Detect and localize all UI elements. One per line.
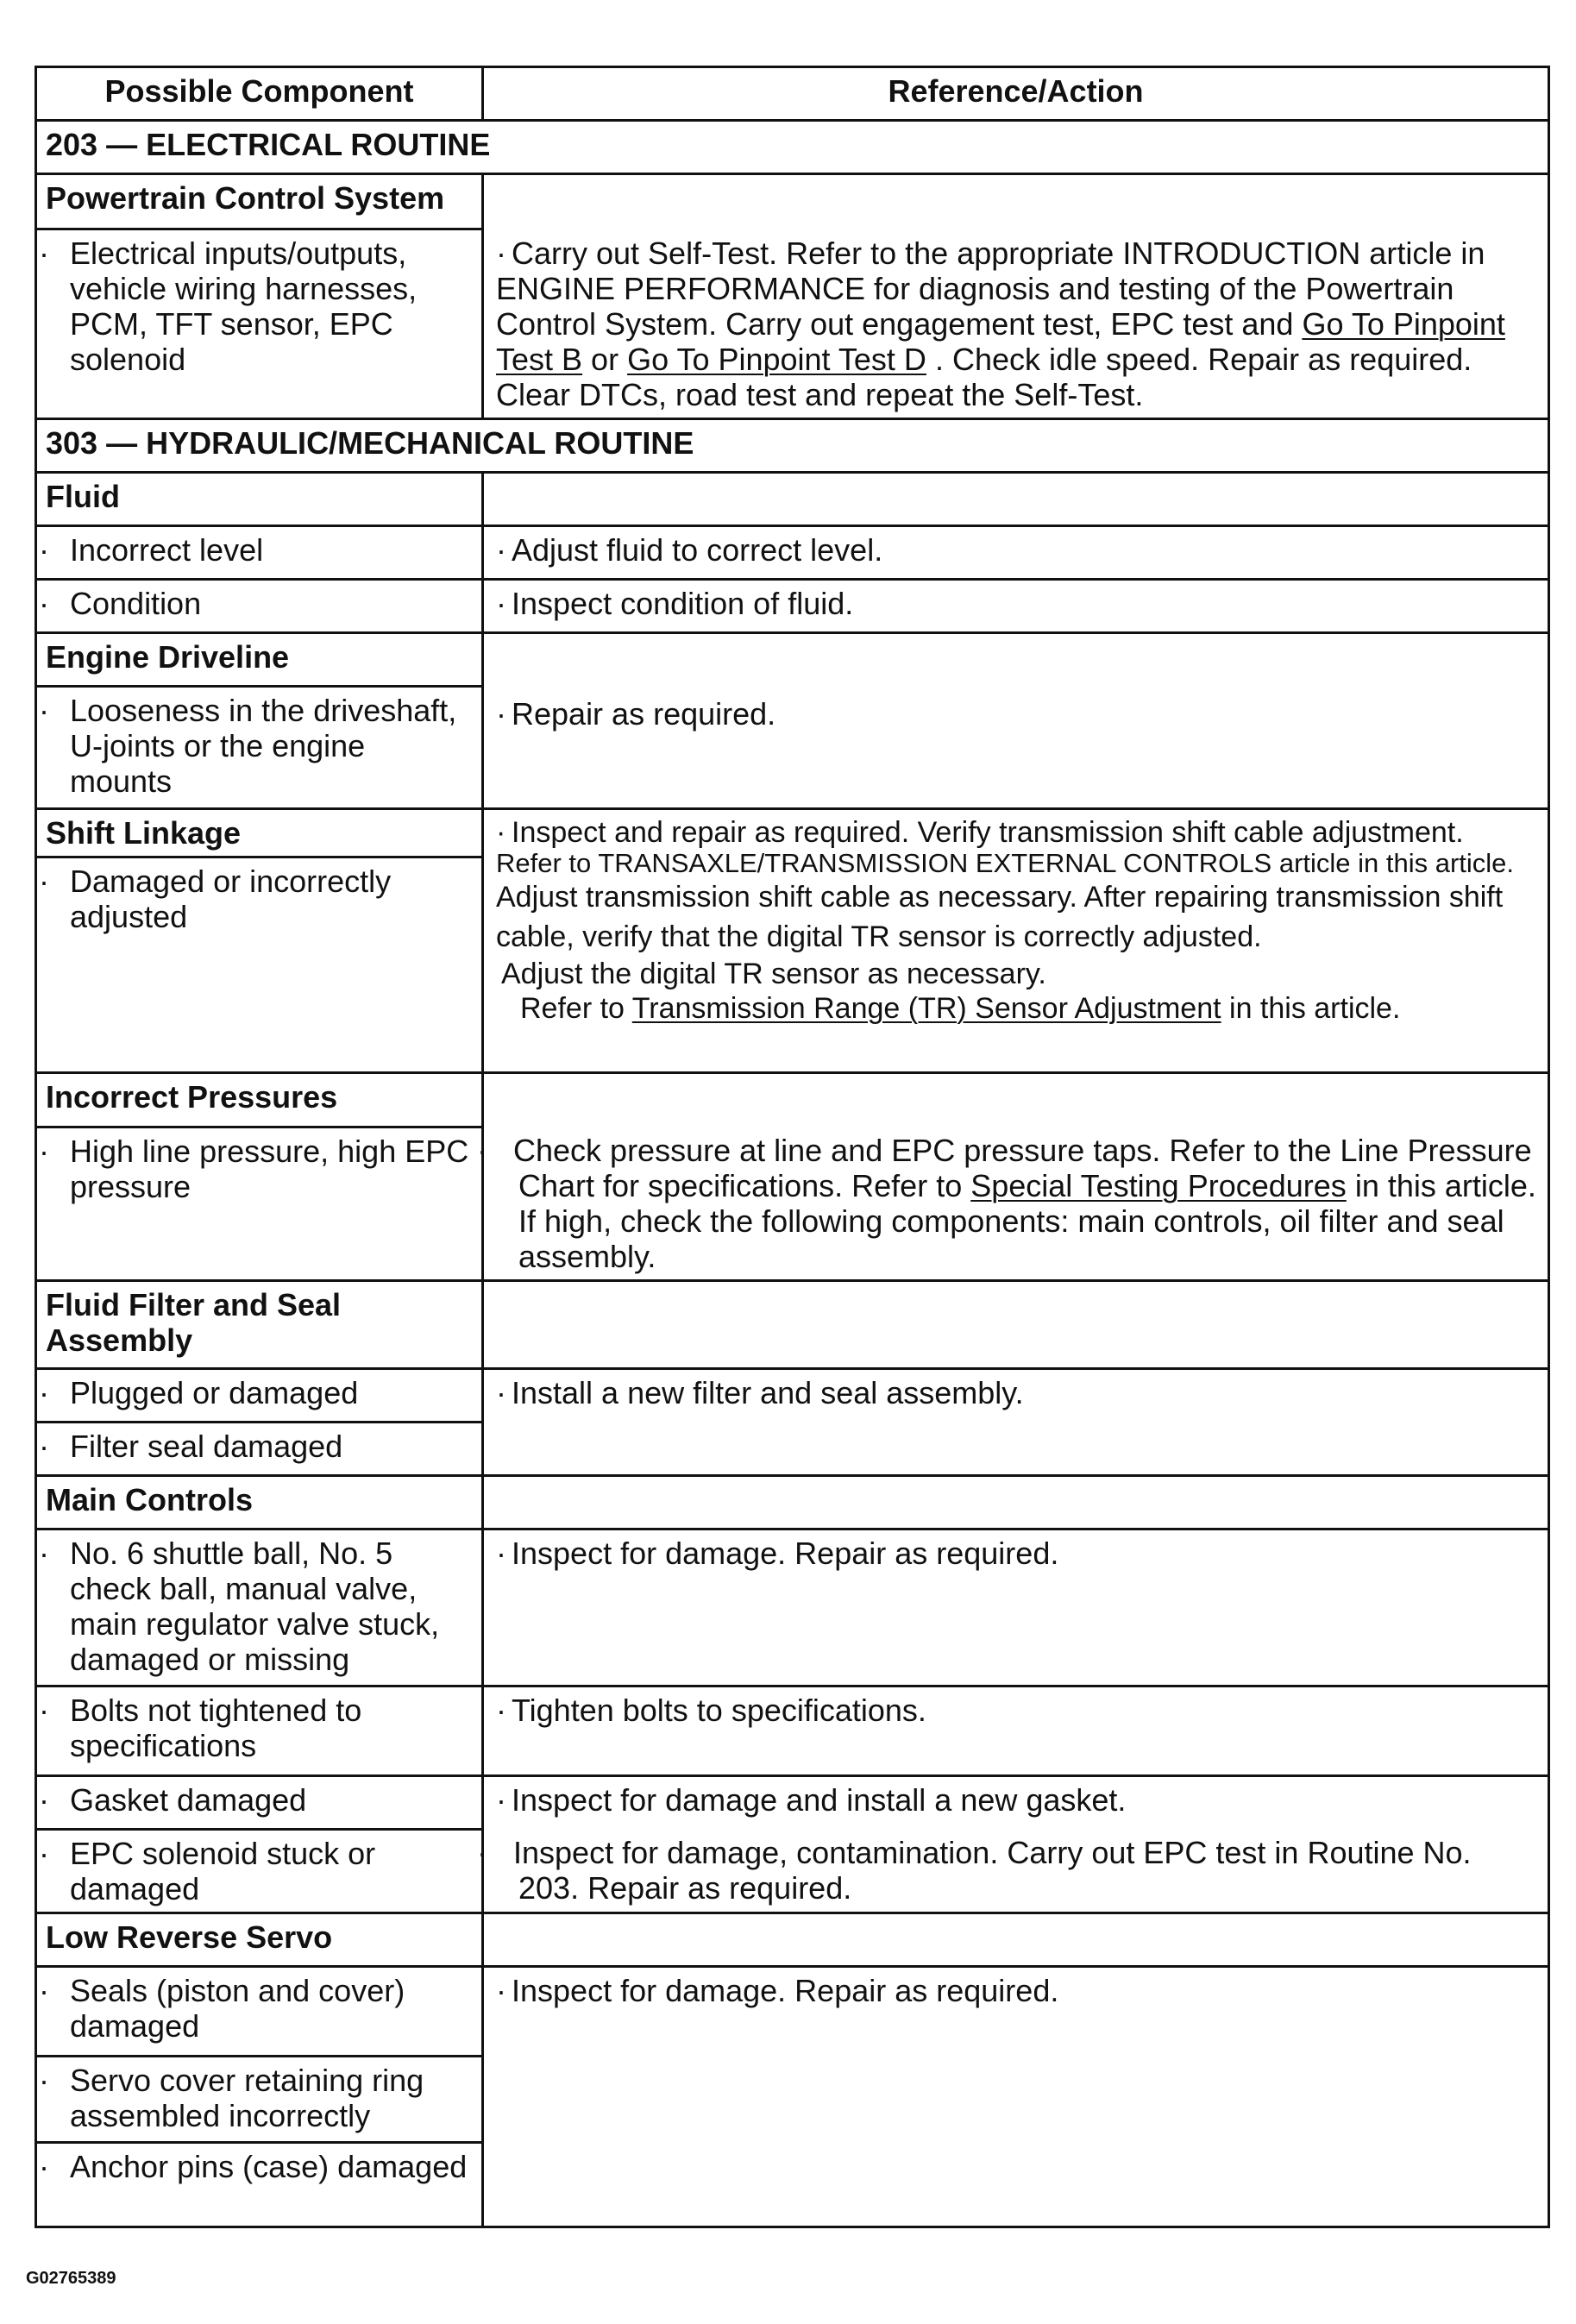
item-text: Incorrect level	[70, 532, 264, 568]
table-row	[36, 1476, 1549, 1529]
table-row	[36, 1776, 1549, 1830]
table-row	[36, 526, 1549, 580]
table-row	[36, 633, 1549, 687]
item-text: Condition	[70, 586, 202, 621]
ref-line	[496, 991, 1539, 1026]
diagnostic-table	[35, 66, 1550, 2228]
ref-incorrect-level	[483, 526, 1549, 580]
bullet-icon: ·	[39, 1836, 49, 1871]
item-text: Filter seal damaged	[70, 1429, 343, 1464]
item-gasket	[36, 1776, 483, 1830]
bullet-icon: ·	[496, 236, 506, 271]
item-damaged-adjusted	[36, 857, 483, 1073]
ref-plugged-damaged	[483, 1369, 1549, 1476]
table-row	[36, 1073, 1549, 1127]
table-row	[36, 580, 1549, 633]
table-row	[36, 1830, 1549, 1913]
ref-text: or	[582, 342, 628, 377]
bullet-icon: ·	[496, 1693, 506, 1728]
ref-line: Refer to TRANSAXLE/TRANSMISSION EXTERNAL CONTROLS article in this article.	[496, 848, 1515, 878]
bullet-icon: ·	[496, 1782, 506, 1818]
bullet-icon: ·	[477, 1834, 487, 1870]
ref-text: in this article.	[1221, 992, 1401, 1025]
item-text: No. 6 shuttle ball, No. 5 check ball, manual valve, main regulator valve stuck, damaged or missing	[70, 1536, 440, 1677]
group-shift-linkage: Shift Linkage	[36, 809, 483, 857]
group-low-reverse-servo: Low Reverse Servo	[36, 1913, 483, 1967]
item-text: Damaged or incorrectly adjusted	[70, 864, 392, 934]
ref-text: Check pressure at line and EPC pressure taps. Refer to the Line Pressure Chart for specifications. Refer to	[513, 1133, 1532, 1203]
bullet-icon: ·	[477, 1133, 487, 1168]
ref-text: Inspect for damage, contamination. Carry out EPC test in Routine No. 203. Repair as required.	[513, 1834, 1472, 1906]
group-fluid-filter: Fluid Filter and Seal Assembly	[36, 1281, 483, 1369]
link-pinpoint-test-b[interactable]: Go To Pinpoint Test B	[496, 306, 1505, 377]
item-condition	[36, 580, 483, 633]
group-fluid: Fluid	[36, 473, 483, 526]
bullet-icon: ·	[39, 1429, 49, 1464]
header-component: Possible Component	[36, 67, 483, 121]
ref-text: . Check idle speed. Repair as required. Clear DTCs, road test and repeat the Self-Test.	[496, 342, 1472, 412]
ref-empty	[483, 1476, 1549, 1529]
item-bolts	[36, 1686, 483, 1776]
bullet-icon: ·	[496, 816, 506, 849]
ref-empty	[483, 1281, 1549, 1369]
bullet-icon: ·	[39, 1693, 49, 1728]
ref-gasket	[483, 1776, 1549, 1830]
ref-text: Inspect for damage. Repair as required.	[512, 1536, 1059, 1571]
item-shuttle-ball	[36, 1529, 483, 1686]
routine-electrical-title: 203 — ELECTRICAL ROUTINE	[36, 121, 1549, 174]
bullet-icon: ·	[39, 1133, 49, 1169]
bullet-icon: ·	[496, 586, 506, 621]
item-text: Seals (piston and cover) damaged	[70, 1973, 405, 2044]
ref-text: Tighten bolts to specifications.	[512, 1693, 926, 1728]
item-seals	[36, 1967, 483, 2057]
table-row	[36, 1967, 1549, 2057]
item-retaining-ring	[36, 2057, 483, 2143]
group-engine-driveline: Engine Driveline	[36, 633, 483, 687]
link-tr-sensor-adjustment[interactable]: Transmission Range (TR) Sensor Adjustment	[631, 992, 1221, 1025]
ref-condition	[483, 580, 1549, 633]
ref-text: Install a new filter and seal assembly.	[512, 1375, 1024, 1410]
ref-text: Inspect and repair as required. Verify transmission shift cable adjustment.	[512, 816, 1464, 849]
routine-hydraulic-title: 303 — HYDRAULIC/MECHANICAL ROUTINE	[36, 419, 1549, 473]
bullet-icon: ·	[496, 1973, 506, 2008]
table-header-row	[36, 67, 1549, 121]
item-electrical-inputs	[36, 229, 483, 419]
group-main-controls: Main Controls	[36, 1476, 483, 1529]
ref-empty	[483, 1913, 1549, 1967]
bullet-icon: ·	[39, 1375, 49, 1410]
bullet-icon: ·	[496, 1536, 506, 1571]
ref-epc-solenoid	[477, 1830, 1549, 1913]
bullet-icon: ·	[39, 2063, 49, 2098]
ref-shift-linkage	[483, 809, 1549, 1073]
item-text: Anchor pins (case) damaged	[70, 2149, 468, 2184]
table-row	[36, 1281, 1549, 1369]
table-row	[36, 473, 1549, 526]
table-row	[36, 174, 1549, 229]
item-text: High line pressure, high EPC pressure	[70, 1133, 469, 1204]
item-text: Plugged or damaged	[70, 1375, 359, 1410]
bullet-icon: ·	[39, 864, 49, 899]
ref-text: in this article. If high, check the following components: main controls, oil filter and seal assembly.	[518, 1168, 1536, 1274]
ref-line: Adjust the digital TR sensor as necessary.	[501, 958, 1046, 990]
ref-engine-driveline	[483, 633, 1549, 809]
item-text: EPC solenoid stuck or damaged	[70, 1836, 376, 1906]
ref-text: Repair as required.	[512, 696, 776, 732]
ref-empty	[483, 473, 1549, 526]
bullet-icon: ·	[39, 236, 49, 272]
bullet-icon: ·	[39, 2149, 49, 2184]
table-row	[36, 809, 1549, 857]
routine-row-hydraulic	[36, 419, 1549, 473]
routine-row-electrical	[36, 121, 1549, 174]
table-row	[36, 1913, 1549, 1967]
bullet-icon: ·	[496, 696, 506, 732]
item-incorrect-level	[36, 526, 483, 580]
header-reference: Reference/Action	[483, 67, 1549, 121]
link-pinpoint-test-d[interactable]: Go To Pinpoint Test D	[627, 342, 926, 377]
link-special-testing-procedures[interactable]: Special Testing Procedures	[970, 1168, 1347, 1203]
bullet-icon: ·	[39, 586, 49, 621]
bullet-icon: ·	[39, 1782, 49, 1818]
ref-line: Adjust transmission shift cable as necessary. After repairing transmission shift cable, verify that the digital TR sensor is correctly adjusted.	[496, 881, 1504, 953]
bullet-icon: ·	[496, 1375, 506, 1410]
table-row	[36, 1369, 1549, 1423]
item-plugged-damaged	[36, 1369, 483, 1423]
item-text: Looseness in the driveshaft, U-joints or the engine mounts	[70, 693, 457, 799]
ref-text: Carry out Self-Test. Refer to the appropriate INTRODUCTION article in ENGINE PERFORMANCE for diagnosis and testing of the Powertrain Control System. Carry out engagement test, EPC test and	[496, 236, 1485, 342]
item-text: Servo cover retaining ring assembled incorrectly	[70, 2063, 424, 2133]
group-powertrain-control-system: Powertrain Control System	[36, 174, 483, 229]
figure-id: G02765389	[26, 2269, 116, 2288]
ref-line	[496, 815, 1539, 850]
ref-seals	[483, 1967, 1549, 2227]
ref-text: Refer to	[520, 992, 632, 1025]
item-epc-solenoid	[36, 1830, 483, 1913]
table-row	[36, 1529, 1549, 1686]
ref-text: Adjust fluid to correct level.	[512, 532, 883, 568]
item-looseness	[36, 687, 483, 809]
bullet-icon: ·	[496, 532, 506, 568]
ref-incorrect-pressures	[477, 1073, 1549, 1281]
ref-text: Inspect condition of fluid.	[512, 586, 854, 621]
item-text: Gasket damaged	[70, 1782, 307, 1818]
ref-bolts	[483, 1686, 1549, 1776]
bullet-icon: ·	[39, 1536, 49, 1571]
bullet-icon: ·	[39, 532, 49, 568]
item-anchor-pins	[36, 2143, 483, 2227]
ref-text: Inspect for damage. Repair as required.	[512, 1973, 1059, 2008]
bullet-icon: ·	[39, 693, 49, 728]
item-high-line-pressure	[36, 1127, 483, 1280]
item-filter-seal	[36, 1423, 483, 1476]
ref-powertrain-control-system	[483, 174, 1549, 419]
item-text: Bolts not tightened to specifications	[70, 1693, 362, 1763]
table-row	[36, 1686, 1549, 1776]
item-text: Electrical inputs/outputs, vehicle wiring harnesses, PCM, TFT sensor, EPC solenoid	[70, 236, 418, 378]
ref-shuttle-ball	[483, 1529, 1549, 1686]
ref-text: Inspect for damage and install a new gasket.	[512, 1782, 1127, 1818]
bullet-icon: ·	[39, 1973, 49, 2008]
group-incorrect-pressures: Incorrect Pressures	[36, 1073, 483, 1127]
